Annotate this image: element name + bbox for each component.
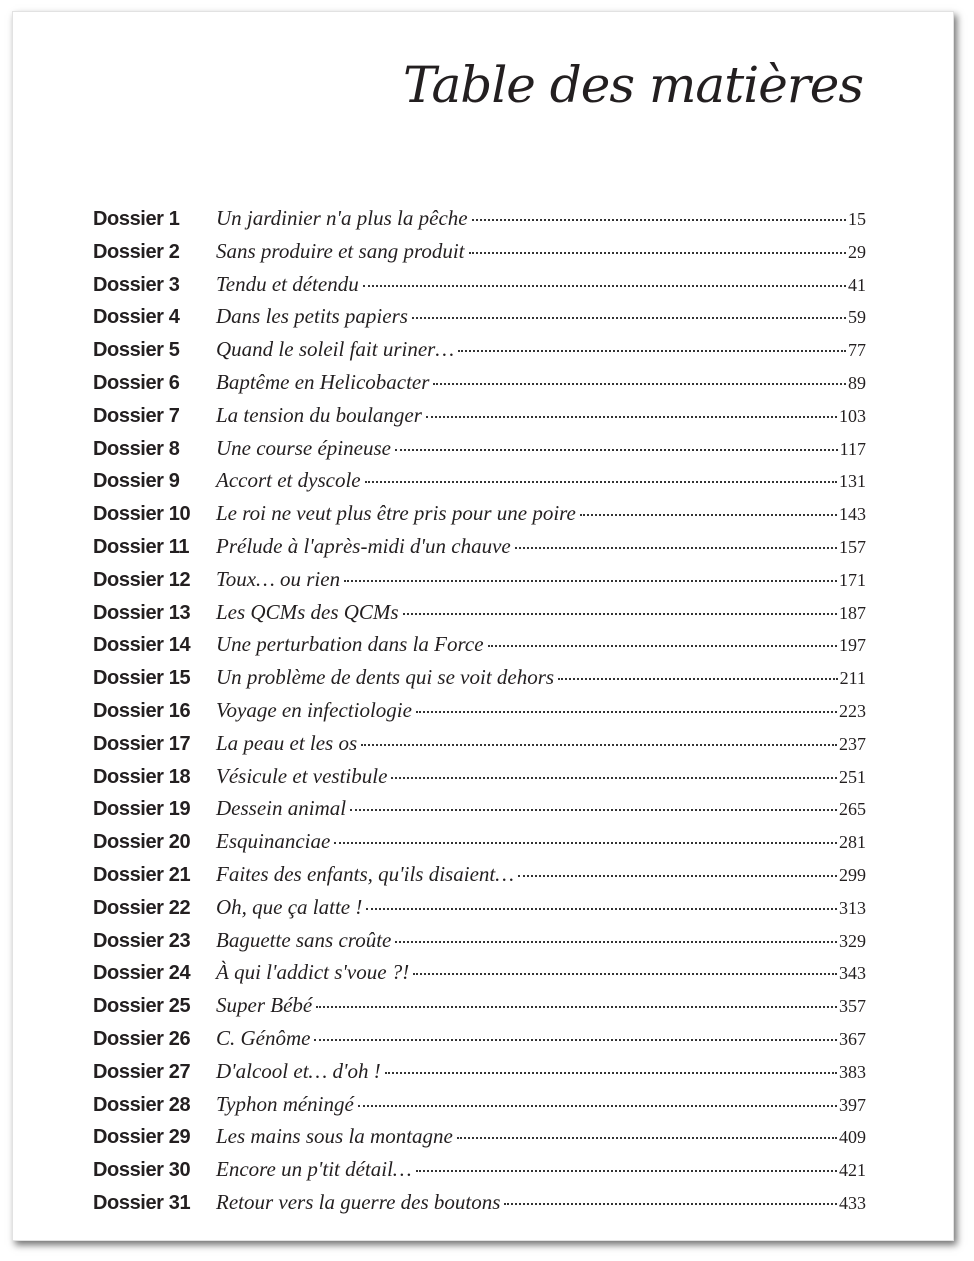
toc-entry-label: Dossier 16	[93, 699, 191, 722]
toc-entry-page: 265	[839, 799, 866, 820]
dot-leader	[395, 449, 838, 451]
toc-entry-label: Dossier 20	[93, 831, 191, 854]
toc-entry-page: 281	[839, 832, 866, 853]
toc-entry-page: 237	[839, 733, 866, 754]
toc-entry-page: 187	[839, 602, 866, 623]
toc-entry-page: 329	[839, 930, 866, 951]
toc-entry-title: La tension du boulanger	[216, 402, 422, 427]
toc-entry-title: Toux… ou rien	[216, 566, 341, 591]
toc-entry-title: Typhon méningé	[216, 1091, 354, 1116]
dot-leader	[334, 842, 837, 844]
toc-entry-page: 211	[839, 668, 866, 689]
dot-leader	[558, 678, 838, 680]
toc-entry-title: Dans les petits papiers	[216, 304, 408, 329]
toc-entry-label: Dossier 22	[93, 896, 191, 919]
dot-leader	[344, 580, 837, 582]
toc-entry-title: Le roi ne veut plus être pris pour une poire	[216, 501, 576, 526]
toc-entry-title: Une course épineuse	[216, 435, 391, 460]
toc-entry-label: Dossier 5	[93, 339, 180, 362]
toc-entry-label: Dossier 28	[93, 1093, 191, 1116]
toc-entry-title: Accort et dyscole	[216, 468, 361, 493]
dot-leader	[433, 383, 846, 385]
toc-entry-page: 197	[839, 635, 866, 656]
toc-entry-title: Quand le soleil fait uriner…	[216, 337, 454, 362]
dot-leader	[350, 809, 837, 811]
toc-entry	[93, 993, 866, 1026]
toc-entry-label: Dossier 7	[93, 404, 180, 427]
toc-entry	[93, 698, 866, 731]
toc-entry	[93, 304, 866, 337]
toc-entry	[93, 829, 866, 862]
toc-entry-page: 171	[839, 569, 866, 590]
toc-entry-label: Dossier 21	[93, 863, 191, 886]
toc-entry	[93, 206, 866, 239]
toc-entry	[93, 731, 866, 764]
toc-entry	[93, 370, 866, 403]
toc-entry-title: La peau et les os	[216, 730, 358, 755]
toc-entry-page: 313	[839, 897, 866, 918]
toc-entry-title: Un jardinier n'a plus la pêche	[216, 206, 468, 230]
toc-entry-page: 157	[839, 536, 866, 557]
toc-entry	[93, 1190, 866, 1223]
page-title: Table des matières	[403, 56, 863, 114]
dot-leader	[416, 711, 837, 713]
toc-entry-title: Encore un p'tit détail…	[216, 1157, 412, 1182]
toc-entry-title: Tendu et détendu	[216, 271, 359, 296]
toc-entry	[93, 1092, 866, 1125]
toc-entry-title: Baguette sans croûte	[216, 927, 392, 952]
toc-entry-label: Dossier 27	[93, 1060, 191, 1083]
dot-leader	[412, 317, 846, 319]
dot-leader	[580, 514, 837, 516]
toc-entry-label: Dossier 24	[93, 962, 191, 985]
dot-leader	[395, 941, 837, 943]
toc-entry	[93, 960, 866, 993]
toc-entry	[93, 862, 866, 895]
toc-entry-page: 15	[848, 209, 866, 229]
toc-entry-page: 59	[848, 307, 866, 328]
toc-entry-title: Prélude à l'après-midi d'un chauve	[216, 533, 511, 558]
toc-entry	[93, 337, 866, 370]
toc-entry-label: Dossier 13	[93, 601, 191, 624]
dot-leader	[515, 547, 837, 549]
toc-entry-title: Les QCMs des QCMs	[216, 599, 399, 624]
toc-entry-title: Les mains sous la montagne	[216, 1124, 453, 1149]
toc-entry	[93, 895, 866, 928]
toc-entry-page: 397	[839, 1094, 866, 1115]
dot-leader	[488, 645, 837, 647]
toc-entry-title: Sans produire et sang produit	[216, 238, 465, 263]
document-page	[12, 11, 954, 1241]
toc-entry-page: 77	[848, 340, 866, 361]
toc-entry-title: D'alcool et… d'oh !	[216, 1058, 381, 1083]
table-of-contents	[93, 206, 866, 1223]
toc-entry-page: 299	[839, 864, 866, 885]
toc-entry-label: Dossier 3	[93, 273, 180, 296]
dot-leader	[504, 1203, 837, 1205]
toc-entry-label: Dossier 9	[93, 470, 180, 493]
toc-entry-title: Baptême en Helicobacter	[216, 369, 430, 394]
toc-entry-title: Vésicule et vestibule	[216, 763, 388, 788]
toc-entry-page: 143	[839, 504, 866, 525]
toc-entry-title: Dessein animal	[216, 796, 347, 821]
toc-entry-label: Dossier 30	[93, 1159, 191, 1182]
dot-leader	[416, 1170, 837, 1172]
dot-leader	[518, 875, 837, 877]
toc-entry-title: À qui l'addict s'voue ?!	[216, 960, 410, 985]
toc-entry-label: Dossier 26	[93, 1027, 191, 1050]
toc-entry-title: Voyage en infectiologie	[216, 697, 412, 722]
dot-leader	[366, 908, 837, 910]
toc-entry	[93, 1026, 866, 1059]
toc-entry-label: Dossier 18	[93, 765, 191, 788]
dot-leader	[426, 416, 837, 418]
toc-entry	[93, 501, 866, 534]
dot-leader	[469, 252, 846, 254]
toc-entry	[93, 567, 866, 600]
toc-entry-title: Une perturbation dans la Force	[216, 632, 484, 657]
dot-leader	[361, 744, 837, 746]
toc-entry	[93, 1157, 866, 1190]
toc-entry-label: Dossier 15	[93, 667, 191, 690]
dot-leader	[365, 481, 837, 483]
toc-entry-page: 41	[848, 274, 866, 295]
toc-entry	[93, 796, 866, 829]
dot-leader	[358, 1105, 837, 1107]
toc-entry	[93, 272, 866, 305]
toc-entry-label: Dossier 17	[93, 732, 191, 755]
toc-entry-label: Dossier 31	[93, 1191, 191, 1214]
toc-entry-page: 367	[839, 1028, 866, 1049]
toc-entry-label: Dossier 29	[93, 1126, 191, 1149]
toc-entry	[93, 436, 866, 469]
toc-entry-page: 89	[848, 372, 866, 393]
dot-leader	[413, 973, 837, 975]
dot-leader	[457, 1137, 837, 1139]
toc-entry-label: Dossier 6	[93, 371, 180, 394]
toc-entry-page: 409	[839, 1127, 866, 1148]
toc-entry-title: Un problème de dents qui se voit dehors	[216, 665, 555, 690]
toc-entry-page: 251	[839, 766, 866, 787]
toc-entry-title: Faites des enfants, qu'ils disaient…	[216, 861, 514, 886]
toc-entry-label: Dossier 12	[93, 568, 191, 591]
toc-entry-label: Dossier 11	[93, 535, 190, 558]
toc-entry-label: Dossier 19	[93, 798, 191, 821]
toc-entry-title: Esquinanciae	[216, 829, 331, 854]
toc-entry-page: 343	[839, 963, 866, 984]
toc-entry-label: Dossier 2	[93, 240, 180, 263]
toc-entry-label: Dossier 14	[93, 634, 191, 657]
dot-leader	[385, 1072, 837, 1074]
toc-entry-label: Dossier 10	[93, 503, 191, 526]
toc-entry-label: Dossier 25	[93, 995, 191, 1018]
toc-entry	[93, 764, 866, 797]
toc-entry-page: 421	[839, 1160, 866, 1181]
toc-entry-page: 29	[848, 241, 866, 262]
toc-entry-page: 383	[839, 1061, 866, 1082]
toc-entry-page: 117	[839, 438, 866, 459]
dot-leader	[403, 613, 837, 615]
toc-entry	[93, 468, 866, 501]
toc-entry-label: Dossier 23	[93, 929, 191, 952]
toc-entry	[93, 928, 866, 961]
dot-leader	[316, 1006, 837, 1008]
toc-entry	[93, 403, 866, 436]
toc-entry-page: 357	[839, 996, 866, 1017]
toc-entry	[93, 1124, 866, 1157]
toc-entry-title: Retour vers la guerre des boutons	[216, 1189, 501, 1214]
toc-entry-label: Dossier 8	[93, 437, 180, 460]
toc-entry	[93, 632, 866, 665]
toc-entry-page: 433	[839, 1192, 866, 1213]
toc-entry-title: Oh, que ça latte !	[216, 894, 363, 919]
dot-leader	[363, 285, 846, 287]
dot-leader	[391, 777, 837, 779]
toc-entry-title: C. Génôme	[216, 1025, 311, 1050]
dot-leader	[458, 350, 846, 352]
toc-entry	[93, 600, 866, 633]
toc-entry-label: Dossier 1	[93, 208, 180, 230]
toc-entry	[93, 665, 866, 698]
dot-leader	[314, 1039, 837, 1041]
toc-entry-page: 223	[839, 700, 866, 721]
toc-entry	[93, 239, 866, 272]
toc-entry-page: 131	[839, 471, 866, 492]
toc-entry-page: 103	[839, 405, 866, 426]
toc-entry-title: Super Bébé	[216, 993, 313, 1018]
toc-entry	[93, 1059, 866, 1092]
dot-leader	[472, 219, 846, 221]
toc-entry	[93, 534, 866, 567]
toc-entry-label: Dossier 4	[93, 306, 180, 329]
